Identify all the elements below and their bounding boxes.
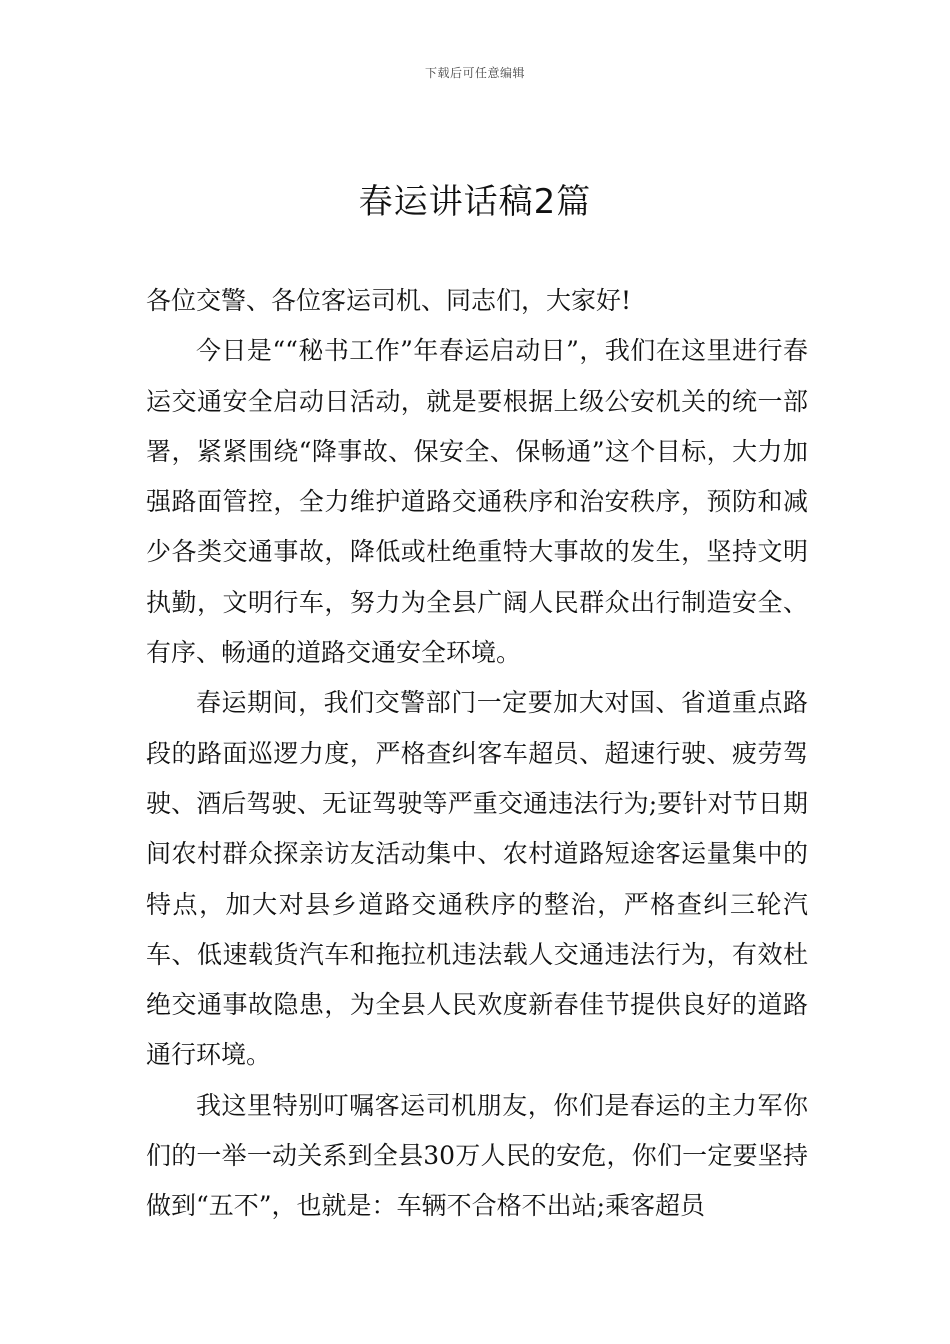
paragraph: 各位交警、各位客运司机、同志们，大家好! [146, 286, 632, 315]
paragraph: 今日是““秘书工作”年春运启动日”，我们在这里进行春运交通安全启动日活动，就是要根据上级公安机关的统一部署，紧紧围绕“降事故、保安全、保畅通”这个目标，大力加强路面管控，全力维护道路交通秩序和治安秩序，预防和减少各类交通事故，降低或杜绝重特大事故的发生，坚持文明执勤，文明行车，努力为全县广阔人民群众出行制造安全、有序、畅通的道路交通安全环境。 [146, 336, 808, 668]
paragraph: 我这里特别叮嘱客运司机朋友，你们是春运的主力军你们的一举一动关系到全县30万人民的安危，你们一定要坚持做到“五不”，也就是：车辆不合格不出站;乘客超员 [146, 1090, 808, 1221]
document-title: 春运讲话稿2篇 [358, 182, 592, 222]
paragraph: 春运期间，我们交警部门一定要加大对国、省道重点路段的路面巡逻力度，严格查纠客车超员、超速行驶、疲劳驾驶、酒后驾驶、无证驾驶等严重交通违法行为;要针对节日期间农村群众探亲访友活动集中、农村道路短途客运量集中的特点，加大对县乡道路交通秩序的整治，严格查纠三轮汽车、低速载货汽车和拖拉机违法载人交通违法行为，有效杜绝交通事故隐患，为全县人民欢度新春佳节提供良好的道路通行环境。 [146, 688, 808, 1070]
document-body [146, 276, 808, 1232]
header-note: 下载后可任意编辑 [424, 66, 525, 80]
